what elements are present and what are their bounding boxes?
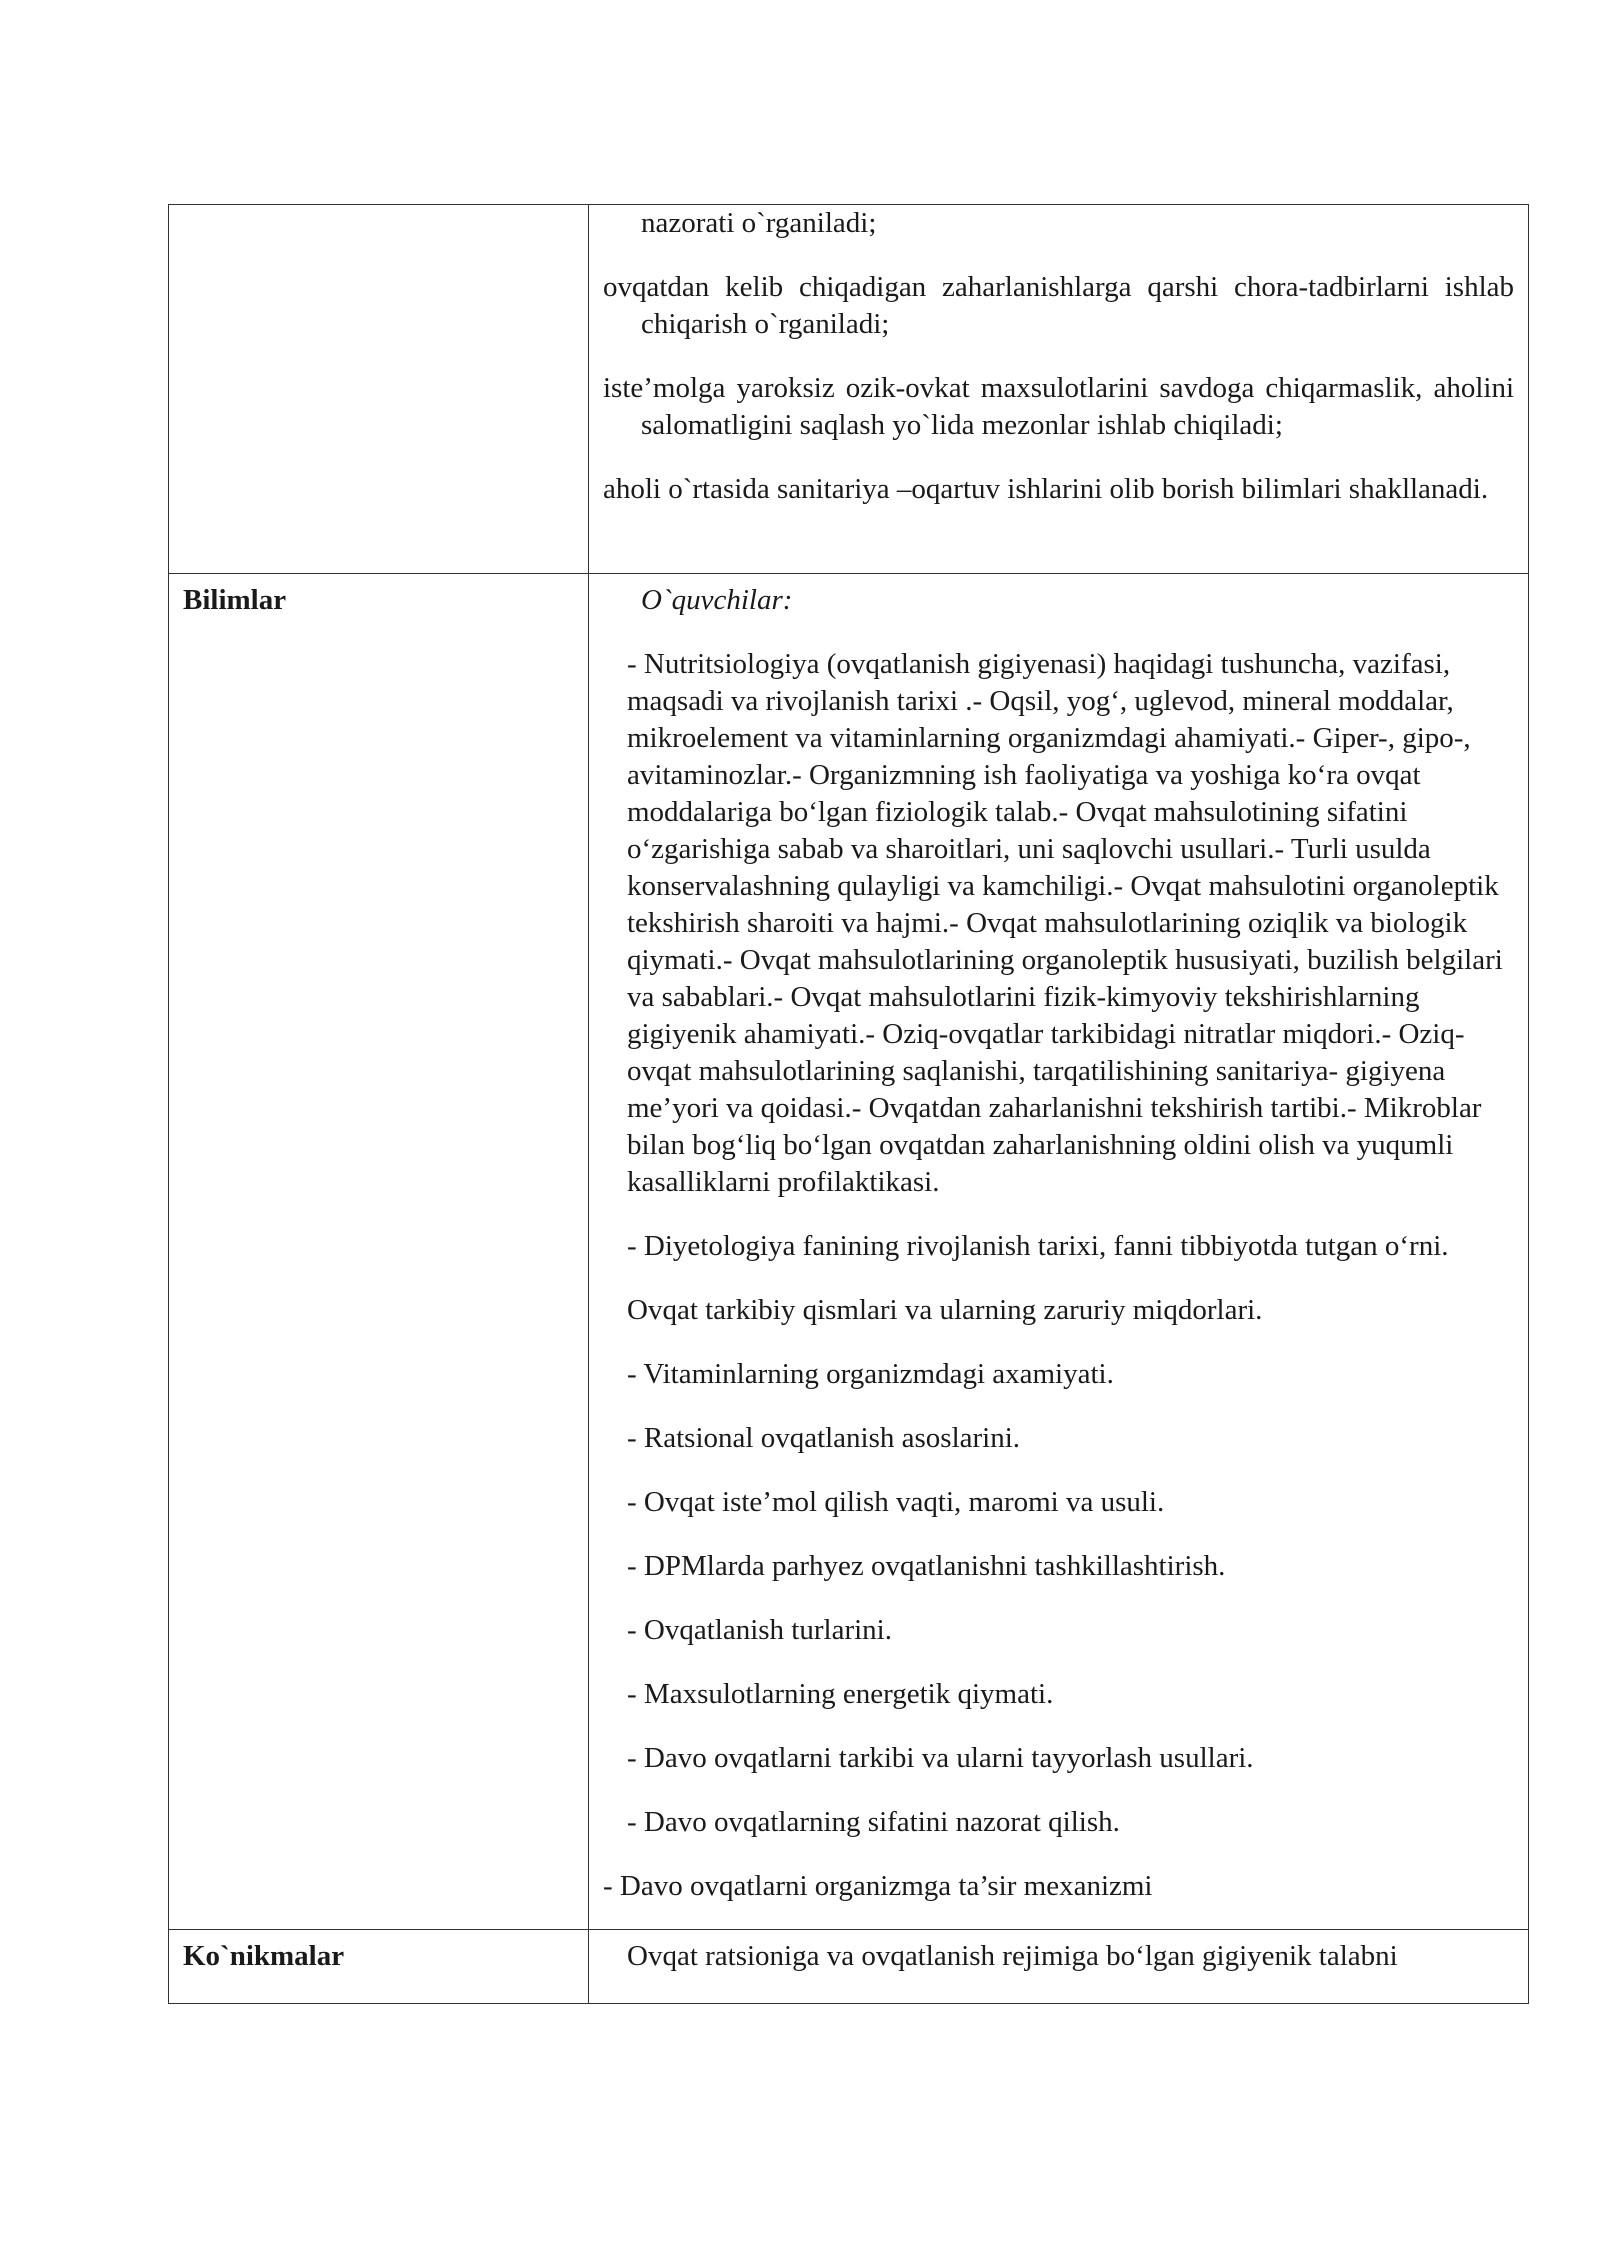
outcome-paragraph: nazorati o`rganiladi; (641, 207, 877, 239)
row-content-cell (589, 574, 1529, 1930)
table-row (169, 574, 1529, 1930)
students-intro: O`quvchilar: (641, 584, 793, 616)
row-label-cell (169, 205, 589, 574)
row-content-cell (589, 1930, 1529, 2004)
skill-text: Ovqat ratsioniga va ovqatlanish rejimiga bo‘lgan gigiyenik talabni (627, 1940, 1398, 1972)
row-label (169, 205, 588, 213)
knowledge-item: Ovqat tarkibiy qismlari va ularning zaruriy miqdorlari. (627, 1294, 1263, 1326)
knowledge-item: - Davo ovqatlarni organizmga ta’sir mexanizmi (603, 1870, 1153, 1902)
row-label-cell (169, 1930, 589, 2004)
row-content-cell (589, 205, 1529, 574)
knowledge-item: - Davo ovqatlarni tarkibi va ularni tayyorlash usullari. (627, 1742, 1254, 1774)
knowledge-item: - Ovqatlanish turlarini. (627, 1614, 892, 1646)
knowledge-item: - Ratsional ovqatlanish asoslarini. (627, 1422, 1021, 1454)
outcome-paragraph: aholi o`rtasida sanitariya –oqartuv ishlarini olib borish bilimlari shakllanadi. (603, 473, 1489, 505)
skills-content (589, 1938, 1528, 2003)
knowledge-content (589, 582, 1528, 1929)
knowledge-item: - DPMlarda parhyez ovqatlanishni tashkillashtirish. (627, 1550, 1226, 1582)
bilimlar-label: Bilimlar (183, 584, 287, 616)
knowledge-item: - Vitaminlarning organizmdagi axamiyati. (627, 1358, 1114, 1390)
knowledge-paragraph: - Nutritsiologiya (ovqatlanish gigiyenasi) haqidagi tushuncha, vazifasi, maqsadi va rivojlanish tarixi .- Oqsil, yog‘, uglevod, mineral moddalar, mikroelement va vitaminlarning organizmdagi ahamiyati.- Giper-, gipo-, avitaminozlar.- Organizmning ish faoliyatiga va yoshiga ko‘ra ovqat moddalariga bo‘lgan fiziologik talab.- Ovqat mahsulotining sifatini o‘zgarishiga sabab va sharoitlari, uni saqlovchi usullari.- Turli usulda konservalashning qulayligi va kamchiligi.- Ovqat mahsulotini organoleptik tekshirish sharoiti va hajmi.- Ovqat mahsulotlarining oziqlik va biologik qiymati.- Ovqat mahsulotlarining organoleptik hususiyati, buzilish belgilari va sabablari.- Ovqat mahsulotlarini fizik-kimyoviy tekshirishlarning gigiyenik ahamiyati.- Oziq-ovqatlar tarkibidagi nitratlar miqdori.- Oziq-ovqat mahsulotlarining saqlanishi, tarqatilishining sanitariya- gigiyena me’yori va qoidasi.- Ovqatdan zaharlanishni tekshirish tartibi.- Mikroblar bilan bog‘liq bo‘lgan ovqatdan zaharlanishning oldini olish va yuqumli kasalliklarni profilaktikasi. (627, 648, 1503, 1198)
konikmalar-label: Ko`nikmalar (183, 1940, 345, 1972)
knowledge-item: - Ovqat iste’mol qilish vaqti, maromi va usuli. (627, 1486, 1165, 1518)
curriculum-table (168, 204, 1529, 2004)
knowledge-paragraph: - Diyetologiya fanining rivojlanish tarixi, fanni tibbiyotda tutgan o‘rni. (627, 1230, 1449, 1262)
outcomes-list (589, 205, 1528, 518)
table-row (169, 1930, 1529, 2004)
knowledge-item: - Maxsulotlarning energetik qiymati. (627, 1678, 1054, 1710)
row-label-cell (169, 574, 589, 1930)
knowledge-item: - Davo ovqatlarning sifatini nazorat qilish. (627, 1806, 1120, 1838)
table-row (169, 205, 1529, 574)
outcome-paragraph: ovqatdan kelib chiqadigan zaharlanishlarga qarshi chora-tadbirlarni ishlab chiqarish o`rganiladi; (603, 271, 1514, 340)
outcome-paragraph: iste’molga yaroksiz ozik-ovkat maxsulotlarini savdoga chiqarmaslik, aholini salomatligini saqlash yo`lida mezonlar ishlab chiqiladi; (603, 372, 1514, 441)
